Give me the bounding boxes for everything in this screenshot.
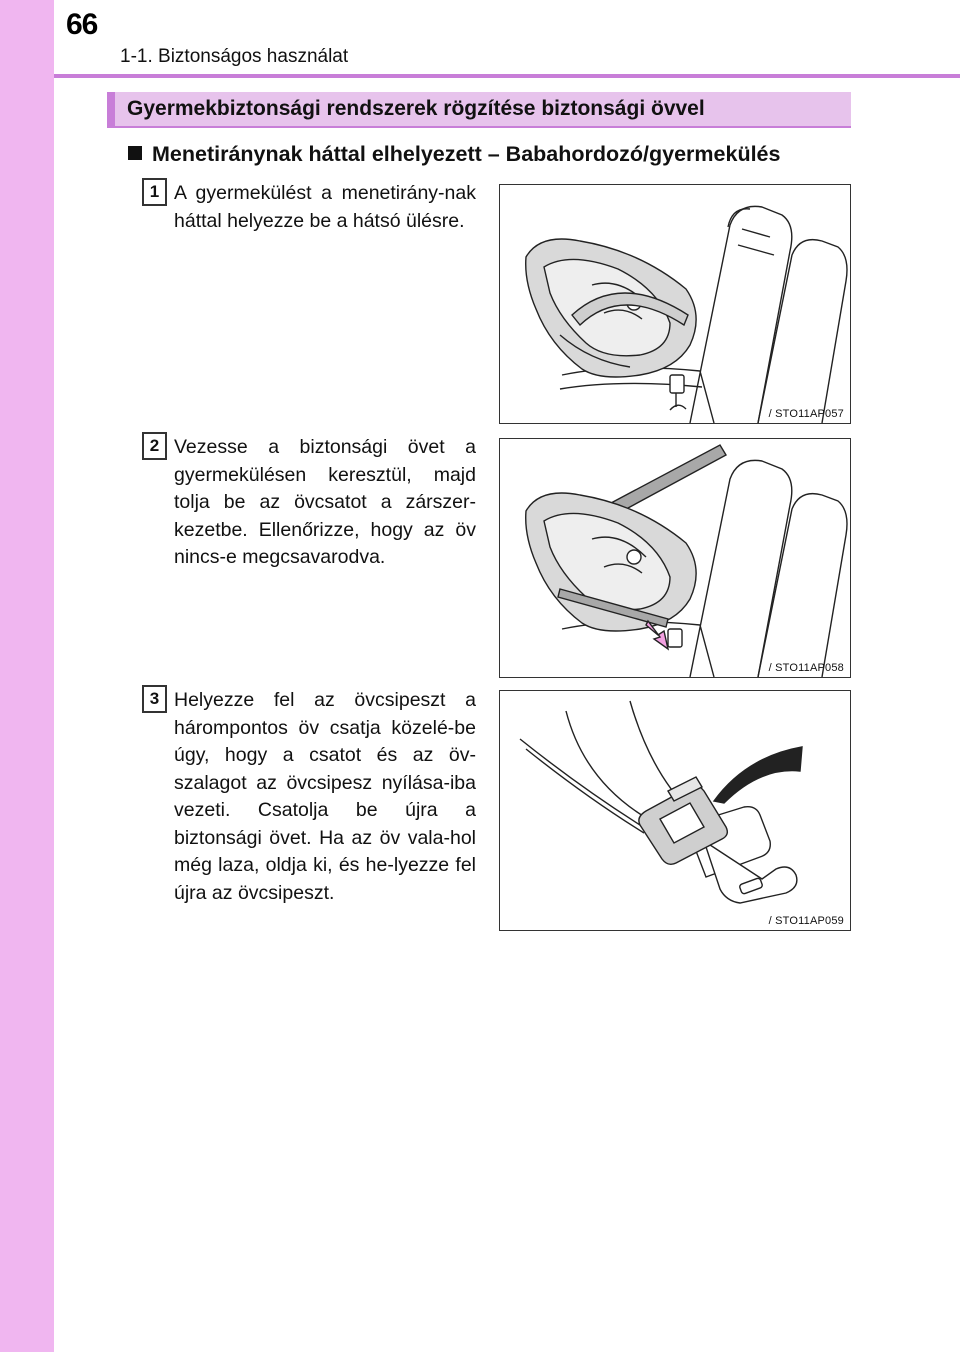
locking-clip-illustration — [500, 691, 850, 930]
figure-step-2 — [499, 438, 851, 678]
step-text-3: Helyezze fel az övcsipeszt a hárompontos öv csatja közelé-be úgy, hogy a csatot és az öv-szalagot az övcsipesz nyílása-iba vezeti. Csatolja be újra a biztonsági övet. Ha az öv vala-hol még laza, oldja ki, és he-lyezze fel újra az övcsipeszt. — [174, 689, 476, 904]
step-number-2: 2 — [142, 432, 167, 460]
chapter-title: 1-1. Biztonságos használat — [120, 46, 349, 67]
header-rule — [54, 74, 960, 78]
figure-step-3 — [499, 690, 851, 931]
side-band — [0, 0, 54, 1352]
subheading — [128, 142, 780, 167]
step-number-1: 1 — [142, 178, 167, 206]
figure-code-2: / STO11AP058 — [769, 662, 844, 674]
section-banner — [107, 92, 851, 128]
child-seat-rear-facing-illustration — [500, 185, 850, 423]
step-text-1: A gyermekülést a menetirány-nak háttal helyezze be a hátsó ülésre. — [174, 182, 476, 232]
figure-step-1 — [499, 184, 851, 424]
subheading-text: Menetiránynak háttal elhelyezett – Babahordozó/gyermekülés — [152, 142, 781, 166]
figure-code-1: / STO11AP057 — [769, 408, 844, 420]
section-title: Gyermekbiztonsági rendszerek rögzítése biztonsági övvel — [127, 97, 705, 120]
child-seat-belt-routing-illustration — [500, 439, 850, 677]
square-bullet-icon — [128, 146, 142, 160]
page-number: 66 — [66, 8, 98, 41]
step-number-3: 3 — [142, 685, 167, 713]
step-text-2: Vezesse a biztonsági övet a gyermekülésen keresztül, majd tolja be az övcsatot a zárszer-kezetbe. Ellenőrizze, hogy az öv nincs-e megcsavarodva. — [174, 436, 476, 568]
figure-code-3: / STO11AP059 — [769, 915, 844, 927]
